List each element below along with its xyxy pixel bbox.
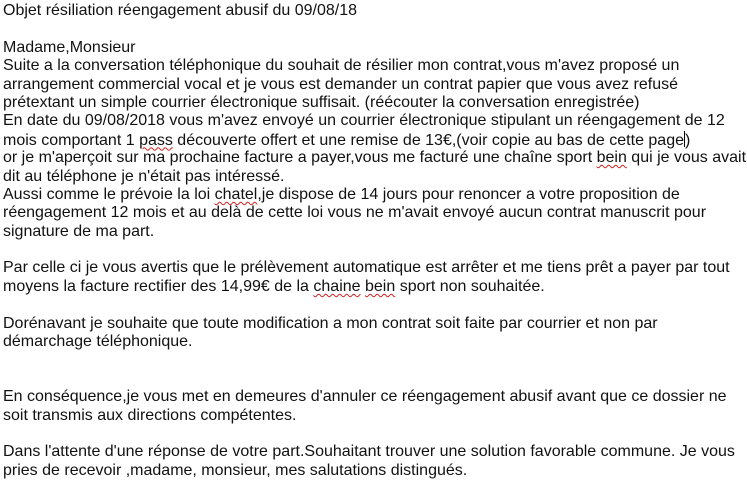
blank-line bbox=[3, 241, 745, 259]
paragraph-1-line-8 bbox=[3, 186, 745, 204]
misspelled-word: bein bbox=[596, 149, 627, 167]
paragraph-5-line-2: pries de recevoir ,madame, monsieur, mes salutations distingués. bbox=[3, 461, 468, 479]
paragraph-1-line-10: signature de ma part. bbox=[3, 222, 155, 240]
misspelled-word: chaine bbox=[313, 277, 361, 295]
paragraph-1-line-9: réengagement 12 mois et au delà de cette loi vous ne m'avait envoyé aucun contrat manuscrit pour bbox=[3, 204, 707, 222]
paragraph-4-line-2: soit transmis aux directions compétentes. bbox=[3, 406, 297, 424]
salutation: Madame,Monsieur bbox=[3, 38, 136, 56]
misspelled-word: pass bbox=[139, 131, 173, 149]
subject-line: Objet résiliation réengagement abusif du 09/08/18 bbox=[3, 2, 358, 19]
paragraph-2-line-2 bbox=[3, 278, 745, 296]
paragraph-4-line-1: En conséquence,je vous met en demeures d'annuler ce réengagement abusif avant que ce dossier ne bbox=[3, 388, 727, 406]
paragraph-5-line-1: Dans l'attente d'une réponse de votre part.Souhaitant trouver une solution favorable commune. Je vous bbox=[3, 443, 735, 461]
paragraph-2-line-1: Par celle ci je vous avertis que le prélèvement automatique est arrêter et me tiens prêt a payer par tout bbox=[3, 259, 730, 277]
text-segment: or je m'aperçoit sur ma prochaine facture a payer,vous me facturé une chaîne sport bbox=[3, 149, 597, 167]
paragraph-1-line-2: arrangement commercial vocal et je vous est demander un contrat papier que vous avez refusé bbox=[3, 75, 679, 93]
paragraph-1-line-1: Suite a la conversation téléphonique du souhait de résilier mon contrat,vous m'avez proposé un bbox=[3, 57, 680, 75]
document-body[interactable] bbox=[3, 2, 745, 480]
text-segment: ,je dispose de 14 jours pour renoncer a votre proposition de bbox=[257, 185, 680, 203]
paragraph-1-line-3: prétextant un simple courrier électronique suffisait. (réécouter la conversation enregistrée) bbox=[3, 93, 640, 111]
misspelled-word: bein bbox=[365, 277, 396, 295]
blank-line bbox=[3, 425, 745, 443]
paragraph-1-line-7: dit au téléphone je n'était pas intéressé. bbox=[3, 167, 285, 185]
blank-line bbox=[3, 20, 745, 38]
blank-line bbox=[3, 296, 745, 314]
text-segment: qui je vous avait bbox=[626, 149, 747, 167]
text-segment: découverte offert et une remise de 13€,(voir copie au bas de cette page bbox=[172, 131, 684, 149]
paragraph-3-line-2: démarchage téléphonique. bbox=[3, 333, 193, 351]
text-segment: moyens la facture rectifier des 14,99€ de la bbox=[3, 277, 314, 295]
text-segment: Aussi comme le prévoie la loi bbox=[3, 185, 215, 203]
paragraph-1-line-6 bbox=[3, 149, 745, 167]
text-segment: sport non souhaitée. bbox=[395, 277, 545, 295]
text-segment: mois comportant 1 bbox=[3, 131, 140, 149]
paragraph-1-line-4: En date du 09/08/2018 vous m'avez envoyé un courrier électronique stipulant un réengagement de 12 bbox=[3, 112, 725, 130]
paragraph-1-line-5 bbox=[3, 131, 745, 149]
text-segment: ) bbox=[685, 131, 691, 149]
blank-line bbox=[3, 351, 745, 369]
misspelled-word: chatel bbox=[214, 185, 258, 203]
blank-line bbox=[3, 370, 745, 388]
paragraph-3-line-1: Dorénavant je souhaite que toute modification a mon contrat soit faite par courrier et non par bbox=[3, 314, 658, 332]
